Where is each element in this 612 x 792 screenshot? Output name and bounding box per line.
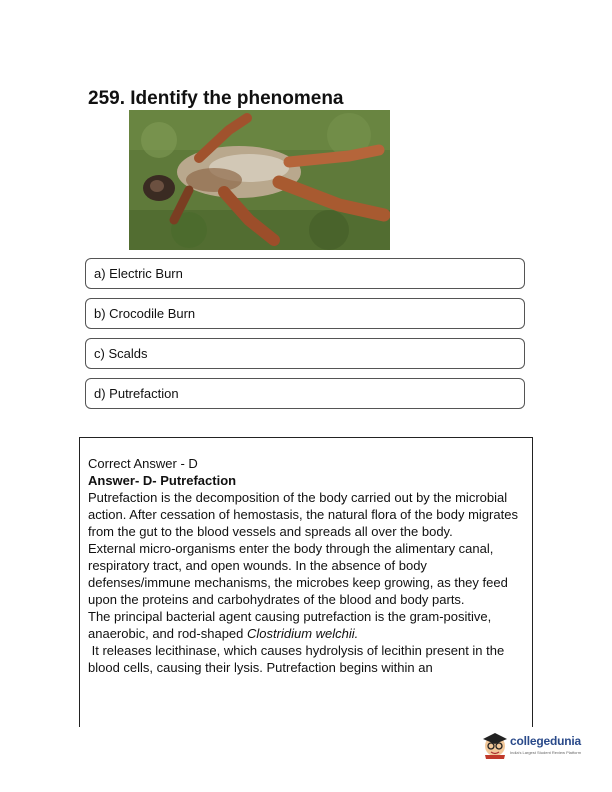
correct-answer-line: Correct Answer - D <box>88 456 198 471</box>
explanation-para-3-text: The principal bacterial agent causing putrefaction is the gram-positive, anaerobic, and rod-shaped <box>88 609 492 641</box>
brand-tagline: India's Largest Student Review Platform <box>510 750 582 755</box>
answer-title: Answer- D- Putrefaction <box>88 473 237 488</box>
option-a[interactable]: a) Electric Burn <box>85 258 525 289</box>
decomposed-body-photo <box>129 110 390 250</box>
explanation-para-3 <box>88 608 528 642</box>
explanation-para-1: Putrefaction is the decomposition of the body carried out by the microbial action. After cessation of hemostasis, the natural flora of the body migrates from the gut to the blood vessels and spreads all over the body. <box>88 490 518 539</box>
answer-explanation-box <box>79 437 533 727</box>
organism-name: Clostridium welchii. <box>247 626 359 641</box>
question-title: 259. Identify the phenomena <box>88 88 344 109</box>
mascot-icon <box>480 729 510 759</box>
brand-logo <box>480 729 592 761</box>
option-d[interactable]: d) Putrefaction <box>85 378 525 409</box>
brand-name: collegedunia <box>510 734 581 748</box>
explanation-para-2: External micro-organisms enter the body through the alimentary canal, respiratory tract, and open wounds. In the absence of body defenses/immune mechanisms, the microbes keep growing, as they feed upon the proteins and carbohydrates of the blood and body parts. <box>88 541 508 607</box>
option-b[interactable]: b) Crocodile Burn <box>85 298 525 329</box>
explanation-para-4: It releases lecithinase, which causes hydrolysis of lecithin present in the blood cells, causing their lysis. Putrefaction begins within an <box>88 643 508 675</box>
option-c[interactable]: c) Scalds <box>85 338 525 369</box>
question-photo <box>129 110 390 250</box>
